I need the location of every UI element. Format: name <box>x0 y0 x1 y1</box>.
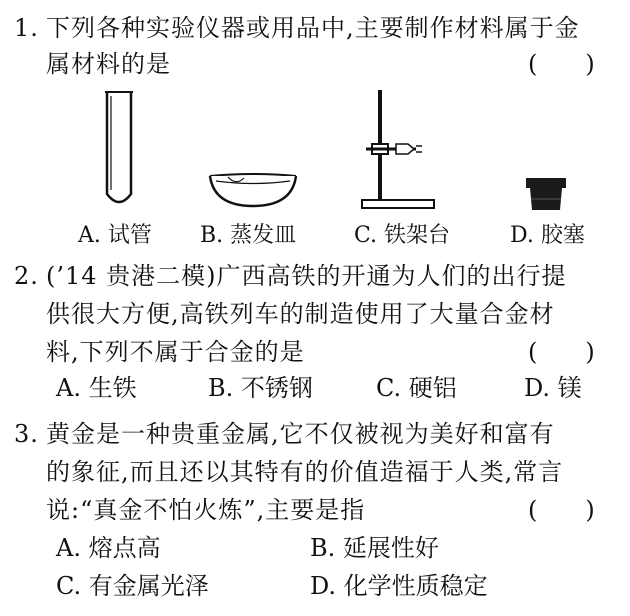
q1-number: 1. <box>14 14 39 42</box>
q1-stem-line2: 属材料的是 <box>46 50 171 78</box>
caption-evaporating-dish: B. 蒸发皿 <box>200 223 297 248</box>
q3-option-a: A. 熔点高 <box>56 534 161 562</box>
q3-number: 3. <box>14 420 39 448</box>
caption-test-tube: A. 试管 <box>78 223 152 248</box>
q2-answer-blank: ( ) <box>528 338 595 366</box>
q3-option-c: C. 有金属光泽 <box>56 572 209 600</box>
q2-number: 2. <box>14 262 39 290</box>
q3-option-d: D. 化学性质稳定 <box>310 572 488 600</box>
q2-stem-line1: (’14 贵港二模)广西高铁的开通为人们的出行提 <box>46 262 567 290</box>
q3-answer-blank: ( ) <box>528 496 595 524</box>
q2-option-b: B. 不锈钢 <box>208 374 313 402</box>
q3-stem-line3: 说:“真金不怕火炼”,主要是指 <box>46 496 366 524</box>
caption-rubber-stopper: D. 胶塞 <box>510 223 585 248</box>
caption-iron-stand: C. 铁架台 <box>354 223 451 248</box>
q2-option-a: A. 生铁 <box>56 374 137 402</box>
q3-stem-line1: 黄金是一种贵重金属,它不仅被视为美好和富有 <box>46 420 555 448</box>
q3-option-b: B. 延展性好 <box>310 534 439 562</box>
test-tube-icon <box>104 92 134 212</box>
evaporating-dish-icon <box>208 172 298 208</box>
rubber-stopper-icon <box>526 176 566 212</box>
q2-stem-line2: 供很大方便,高铁列车的制造使用了大量合金材 <box>46 300 555 328</box>
q1-stem-line1: 下列各种实验仪器或用品中,主要制作材料属于金 <box>46 14 580 42</box>
q2-option-d: D. 镁 <box>524 374 582 402</box>
q2-option-c: C. 硬铝 <box>376 374 457 402</box>
q2-stem-line3: 料,下列不属于合金的是 <box>46 338 305 366</box>
q3-stem-line2: 的象征,而且还以其特有的价值造福于人类,常言 <box>46 458 564 486</box>
q1-answer-blank: ( ) <box>528 50 595 78</box>
iron-stand-icon <box>360 90 436 212</box>
